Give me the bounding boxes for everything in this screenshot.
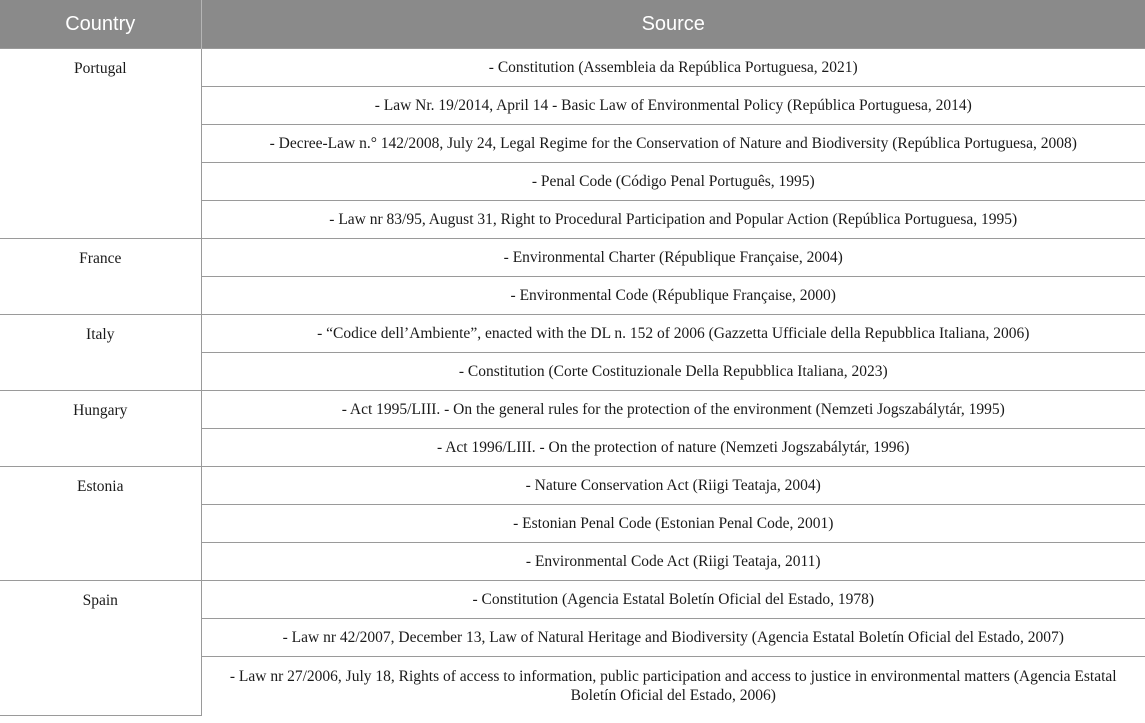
table-row — [0, 49, 1145, 87]
country-cell: Portugal — [0, 49, 201, 239]
source-cell: - Law Nr. 19/2014, April 14 - Basic Law of Environmental Policy (República Portuguesa, 2014) — [201, 87, 1145, 125]
source-cell: - Act 1996/LIII. - On the protection of nature (Nemzeti Jogszabálytár, 1996) — [201, 429, 1145, 467]
country-cell: Italy — [0, 315, 201, 391]
country-cell: Hungary — [0, 391, 201, 467]
source-cell: - Constitution (Assembleia da República Portuguesa, 2021) — [201, 49, 1145, 87]
country-cell: Spain — [0, 581, 201, 716]
table-row — [0, 581, 1145, 619]
table-header — [0, 0, 1145, 49]
country-cell: Estonia — [0, 467, 201, 581]
country-column-header: Country — [0, 0, 201, 49]
table-row — [0, 467, 1145, 505]
source-cell: - Environmental Code (République Française, 2000) — [201, 277, 1145, 315]
source-cell: - Penal Code (Código Penal Português, 1995) — [201, 163, 1145, 201]
source-cell: - “Codice dell’Ambiente”, enacted with the DL n. 152 of 2006 (Gazzetta Ufficiale della Repubblica Italiana, 2006) — [201, 315, 1145, 353]
source-cell: - Act 1995/LIII. - On the general rules for the protection of the environment (Nemzeti Jogszabálytár, 1995) — [201, 391, 1145, 429]
source-cell: - Constitution (Agencia Estatal Boletín Oficial del Estado, 1978) — [201, 581, 1145, 619]
source-cell: - Decree-Law n.° 142/2008, July 24, Legal Regime for the Conservation of Nature and Biodiversity (República Portuguesa, 2008) — [201, 125, 1145, 163]
source-cell: - Law nr 42/2007, December 13, Law of Natural Heritage and Biodiversity (Agencia Estatal Boletín Oficial del Estado, 2007) — [201, 619, 1145, 657]
country-cell: France — [0, 239, 201, 315]
table-row — [0, 315, 1145, 353]
source-cell: - Constitution (Corte Costituzionale Della Repubblica Italiana, 2023) — [201, 353, 1145, 391]
header-row — [0, 0, 1145, 49]
table-body — [0, 49, 1145, 716]
source-cell: - Law nr 27/2006, July 18, Rights of access to information, public participation and access to justice in environmental matters (Agencia Estatal Boletín Oficial del Estado, 2006) — [201, 657, 1145, 716]
source-cell: - Law nr 83/95, August 31, Right to Procedural Participation and Popular Action (República Portuguesa, 1995) — [201, 201, 1145, 239]
source-cell: - Estonian Penal Code (Estonian Penal Code, 2001) — [201, 505, 1145, 543]
source-cell: - Environmental Charter (République Française, 2004) — [201, 239, 1145, 277]
source-column-header: Source — [201, 0, 1145, 49]
table-row — [0, 239, 1145, 277]
source-cell: - Environmental Code Act (Riigi Teataja, 2011) — [201, 543, 1145, 581]
table-row — [0, 391, 1145, 429]
source-cell: - Nature Conservation Act (Riigi Teataja, 2004) — [201, 467, 1145, 505]
